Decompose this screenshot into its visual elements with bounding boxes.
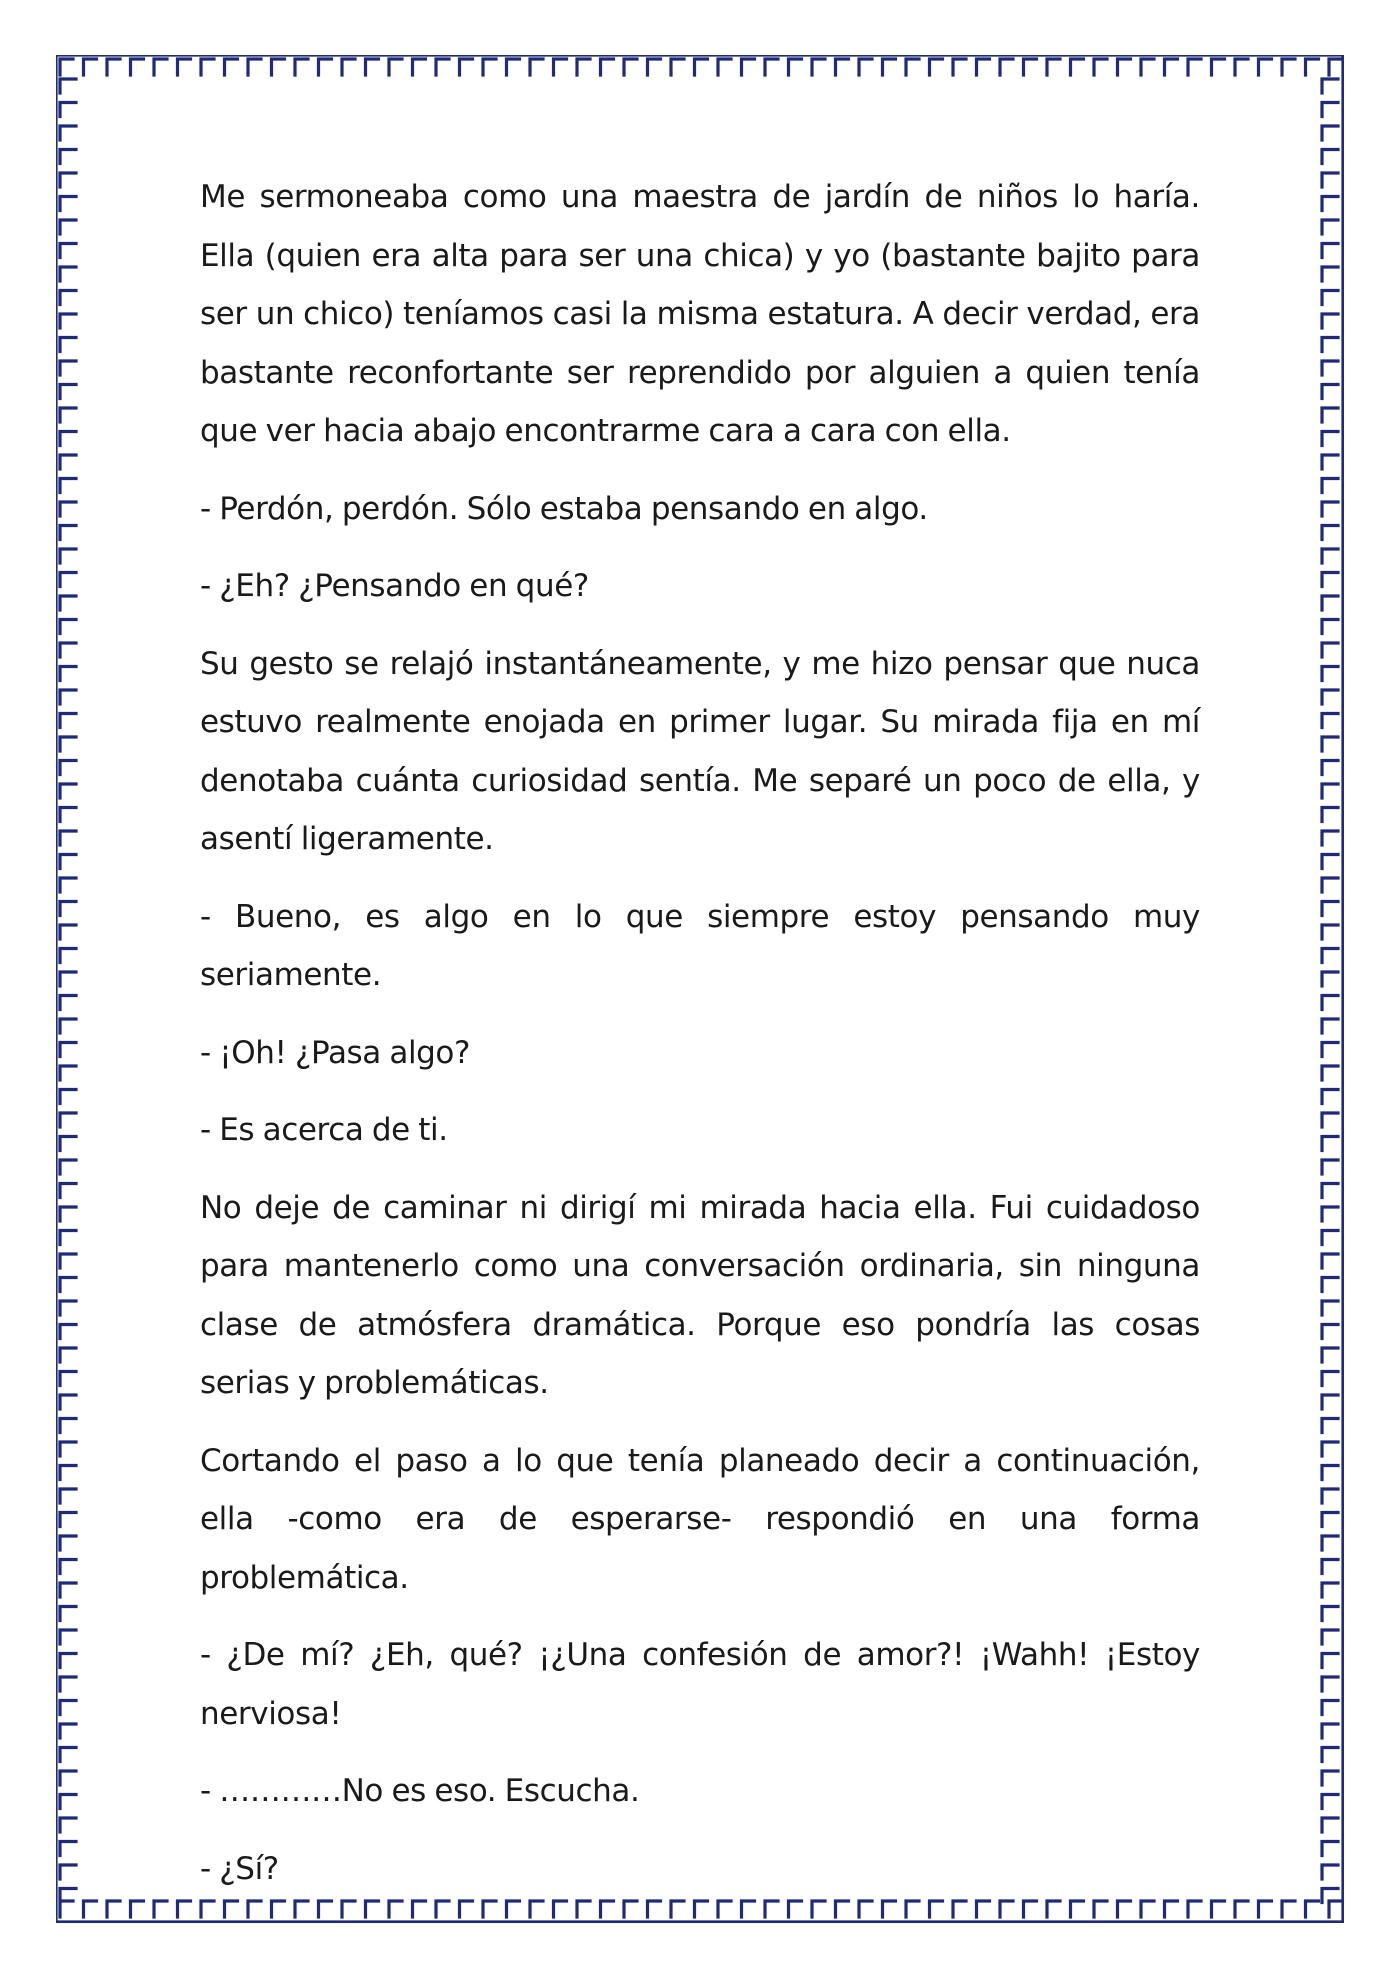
paragraph-4: Su gesto se relajó instantáneamente, y me hizo pensar que nuca estuvo realmente enojada en primer lugar. Su mirada fija en mí denotaba cuánta curiosidad sentía. Me separé un poco de ella, y asentí ligeramente. [200,645,1200,857]
paragraph-11: - …………No es eso. Escucha. [200,1773,640,1809]
paragraph-2: - Perdón, perdón. Sólo estaba pensando en algo. [200,490,928,527]
paragraph-1: Me sermoneaba como una maestra de jardín de niños lo haría. Ella (quien era alta para ser una chica) y yo (bastante bajito para ser un chico) teníamos casi la misma estatura. A decir verdad, era bastante reconfortante ser reprendido por alguien a quien tenía que ver hacia abajo encontrarme cara a cara con ella. [200,179,1200,449]
paragraph-6: - ¡Oh! ¿Pasa algo? [200,1034,471,1071]
paragraph-3: - ¿Eh? ¿Pensando en qué? [200,568,589,604]
paragraph-9: Cortando el paso a lo que tenía planeado decir a continuación, ella -como era de esperarse- respondió en una forma problemática. [200,1442,1200,1596]
paragraph-10: - ¿De mí? ¿Eh, qué? ¡¿Una confesión de amor?! ¡Wahh! ¡Estoy nerviosa! [200,1637,1200,1732]
paragraph-12: - ¿Sí? [200,1850,279,1887]
paragraph-5: - Bueno, es algo en lo que siempre estoy pensando muy seriamente. [200,898,1200,993]
paragraph-8: No deje de caminar ni dirigí mi mirada hacia ella. Fui cuidadoso para mantenerlo como una conversación ordinaria, sin ninguna clase de atmósfera dramática. Porque eso pondría las cosas serias y problemáticas. [200,1189,1200,1401]
paragraph-7: - Es acerca de ti. [200,1112,448,1148]
document-body [200,168,1200,1917]
